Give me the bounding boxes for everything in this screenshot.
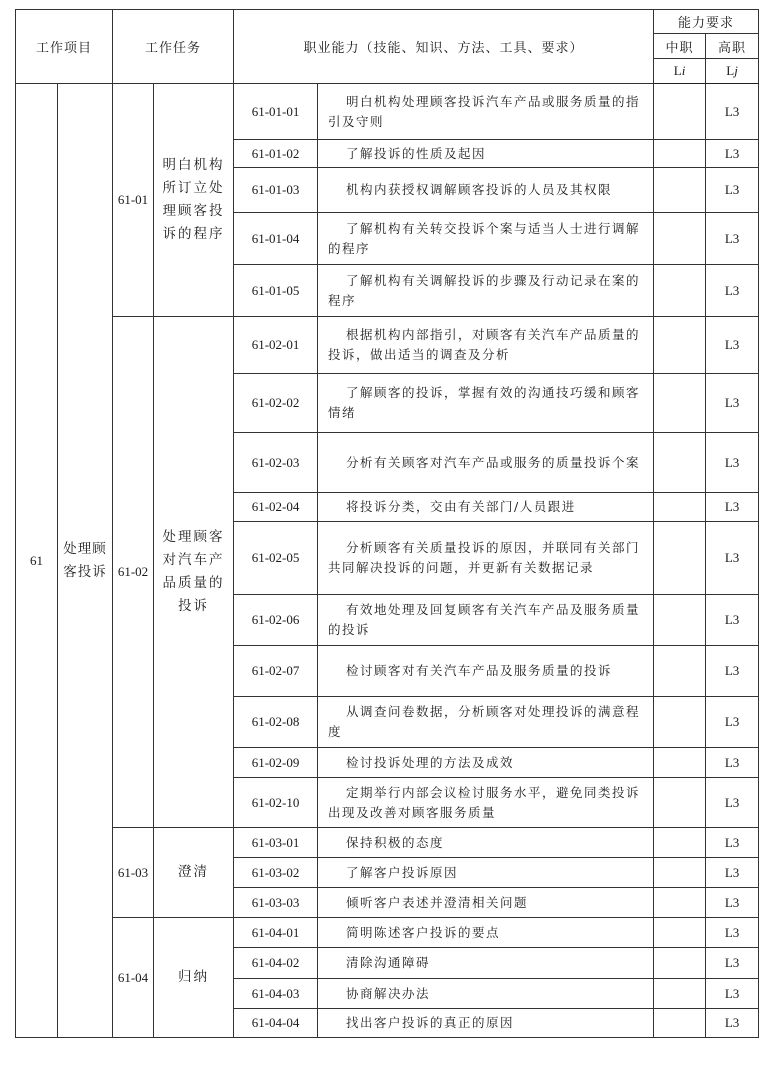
level-higher: L3 <box>706 493 759 522</box>
ability-description: 将投诉分类，交由有关部门/人员跟进 <box>346 499 576 514</box>
header-li: Li <box>654 59 706 84</box>
level-secondary <box>654 1009 706 1038</box>
level-higher: L3 <box>706 1009 759 1038</box>
ability-text <box>318 828 654 858</box>
ability-description: 倾听客户表述并澄清相关问题 <box>346 894 529 910</box>
ability-text <box>318 948 654 979</box>
ability-code: 61-02-06 <box>234 595 318 646</box>
ability-text <box>318 168 654 213</box>
ability-description: 检讨顾客对有关汽车产品及服务质量的投诉 <box>346 663 613 678</box>
ability-text <box>318 317 654 374</box>
level-higher: L3 <box>706 213 759 265</box>
ability-description: 分析有关顾客对汽车产品或服务的质量投诉个案 <box>346 454 641 470</box>
ability-code: 61-04-01 <box>234 918 318 948</box>
ability-text <box>318 697 654 748</box>
ability-text <box>318 778 654 828</box>
level-higher: L3 <box>706 828 759 858</box>
ability-code: 61-01-02 <box>234 140 318 168</box>
ability-description: 有效地处理及回复顾客有关汽车产品及服务质量的投诉 <box>328 602 641 637</box>
level-higher: L3 <box>706 140 759 168</box>
ability-text <box>318 748 654 778</box>
ability-code: 61-03-02 <box>234 858 318 888</box>
project-name: 处理顾客投诉 <box>58 84 113 1038</box>
table-body <box>16 84 759 1038</box>
level-secondary <box>654 433 706 493</box>
ability-description: 分析顾客有关质量投诉的原因，并联同有关部门共同解决投诉的问题，并更新有关数据记录 <box>328 540 641 575</box>
header-lj: Lj <box>706 59 759 84</box>
table-row <box>16 918 759 948</box>
ability-code: 61-03-01 <box>234 828 318 858</box>
level-higher: L3 <box>706 522 759 595</box>
ability-description: 了解机构有关调解投诉的步骤及行动记录在案的程序 <box>328 272 641 308</box>
level-secondary <box>654 828 706 858</box>
ability-text <box>318 265 654 317</box>
level-secondary <box>654 748 706 778</box>
ability-description: 简明陈述客户投诉的要点 <box>346 924 501 940</box>
ability-description: 协商解决办法 <box>346 985 431 1001</box>
ability-text <box>318 213 654 265</box>
ability-description: 机构内获授权调解顾客投诉的人员及其权限 <box>346 182 613 197</box>
ability-code: 61-04-03 <box>234 979 318 1009</box>
level-higher: L3 <box>706 697 759 748</box>
ability-text <box>318 374 654 433</box>
ability-code: 61-02-08 <box>234 697 318 748</box>
level-secondary <box>654 140 706 168</box>
ability-text <box>318 979 654 1009</box>
level-secondary <box>654 265 706 317</box>
task-name: 处理顾客对汽车产品质量的投诉 <box>154 317 234 828</box>
level-higher: L3 <box>706 595 759 646</box>
task-code: 61-01 <box>113 84 154 317</box>
level-higher: L3 <box>706 84 759 140</box>
header-secondary: 中职 <box>654 34 706 59</box>
competency-table-page <box>15 9 758 1058</box>
level-secondary <box>654 493 706 522</box>
level-secondary <box>654 595 706 646</box>
level-secondary <box>654 918 706 948</box>
level-secondary <box>654 948 706 979</box>
ability-description: 保持积极的态度 <box>346 834 445 850</box>
level-higher: L3 <box>706 858 759 888</box>
ability-text <box>318 1009 654 1038</box>
level-higher: L3 <box>706 433 759 493</box>
ability-text <box>318 433 654 493</box>
level-higher: L3 <box>706 778 759 828</box>
ability-text <box>318 888 654 918</box>
level-higher: L3 <box>706 948 759 979</box>
table-row <box>16 828 759 858</box>
header-ability: 职业能力（技能、知识、方法、工具、要求） <box>234 10 654 84</box>
level-secondary <box>654 213 706 265</box>
ability-code: 61-02-09 <box>234 748 318 778</box>
competency-table <box>15 9 759 1038</box>
table-row <box>16 84 759 140</box>
ability-description: 检讨投诉处理的方法及成效 <box>346 754 515 770</box>
ability-description: 从调查问卷数据，分析顾客对处理投诉的满意程度 <box>328 704 641 739</box>
ability-code: 61-02-03 <box>234 433 318 493</box>
level-secondary <box>654 858 706 888</box>
level-higher: L3 <box>706 646 759 697</box>
level-secondary <box>654 979 706 1009</box>
ability-code: 61-02-05 <box>234 522 318 595</box>
ability-description: 定期举行内部会议检讨服务水平，避免同类投诉出现及改善对顾客服务质量 <box>328 784 641 820</box>
ability-text <box>318 140 654 168</box>
ability-description: 了解客户投诉原因 <box>346 864 459 880</box>
level-secondary <box>654 697 706 748</box>
level-higher: L3 <box>706 317 759 374</box>
ability-text <box>318 595 654 646</box>
ability-text <box>318 918 654 948</box>
ability-description: 了解机构有关转交投诉个案与适当人士进行调解的程序 <box>328 220 641 256</box>
ability-code: 61-02-04 <box>234 493 318 522</box>
level-secondary <box>654 778 706 828</box>
level-higher: L3 <box>706 374 759 433</box>
task-name: 归纳 <box>154 918 234 1038</box>
level-secondary <box>654 646 706 697</box>
ability-description: 了解顾客的投诉，掌握有效的沟通技巧缓和顾客情绪 <box>328 385 641 420</box>
table-header <box>16 10 759 84</box>
ability-text <box>318 84 654 140</box>
ability-code: 61-01-04 <box>234 213 318 265</box>
level-secondary <box>654 317 706 374</box>
header-level-group: 能力要求 <box>654 10 759 34</box>
level-secondary <box>654 522 706 595</box>
ability-code: 61-01-03 <box>234 168 318 213</box>
level-higher: L3 <box>706 168 759 213</box>
level-higher: L3 <box>706 888 759 918</box>
level-secondary <box>654 888 706 918</box>
ability-code: 61-02-02 <box>234 374 318 433</box>
ability-description: 根据机构内部指引，对顾客有关汽车产品质量的投诉，做出适当的调查及分析 <box>328 327 641 362</box>
level-higher: L3 <box>706 748 759 778</box>
ability-code: 61-04-04 <box>234 1009 318 1038</box>
ability-text <box>318 522 654 595</box>
ability-description: 找出客户投诉的真正的原因 <box>346 1015 515 1030</box>
table-row <box>16 317 759 374</box>
header-task: 工作任务 <box>113 10 234 84</box>
ability-description: 清除沟通障碍 <box>346 955 431 970</box>
ability-code: 61-03-03 <box>234 888 318 918</box>
task-code: 61-04 <box>113 918 154 1038</box>
task-name: 明白机构所订立处理顾客投诉的程序 <box>154 84 234 317</box>
task-code: 61-02 <box>113 317 154 828</box>
ability-code: 61-02-01 <box>234 317 318 374</box>
level-secondary <box>654 168 706 213</box>
ability-text <box>318 858 654 888</box>
ability-code: 61-02-07 <box>234 646 318 697</box>
level-higher: L3 <box>706 918 759 948</box>
ability-description: 了解投诉的性质及起因 <box>346 145 487 161</box>
ability-code: 61-04-02 <box>234 948 318 979</box>
level-higher: L3 <box>706 979 759 1009</box>
ability-code: 61-02-10 <box>234 778 318 828</box>
header-project: 工作项目 <box>16 10 113 84</box>
level-secondary <box>654 84 706 140</box>
ability-description: 明白机构处理顾客投诉汽车产品或服务质量的指引及守则 <box>328 93 641 129</box>
task-name: 澄清 <box>154 828 234 918</box>
ability-code: 61-01-05 <box>234 265 318 317</box>
task-code: 61-03 <box>113 828 154 918</box>
ability-text <box>318 646 654 697</box>
ability-text <box>318 493 654 522</box>
level-higher: L3 <box>706 265 759 317</box>
ability-code: 61-01-01 <box>234 84 318 140</box>
project-code: 61 <box>16 84 58 1038</box>
header-higher: 高职 <box>706 34 759 59</box>
level-secondary <box>654 374 706 433</box>
